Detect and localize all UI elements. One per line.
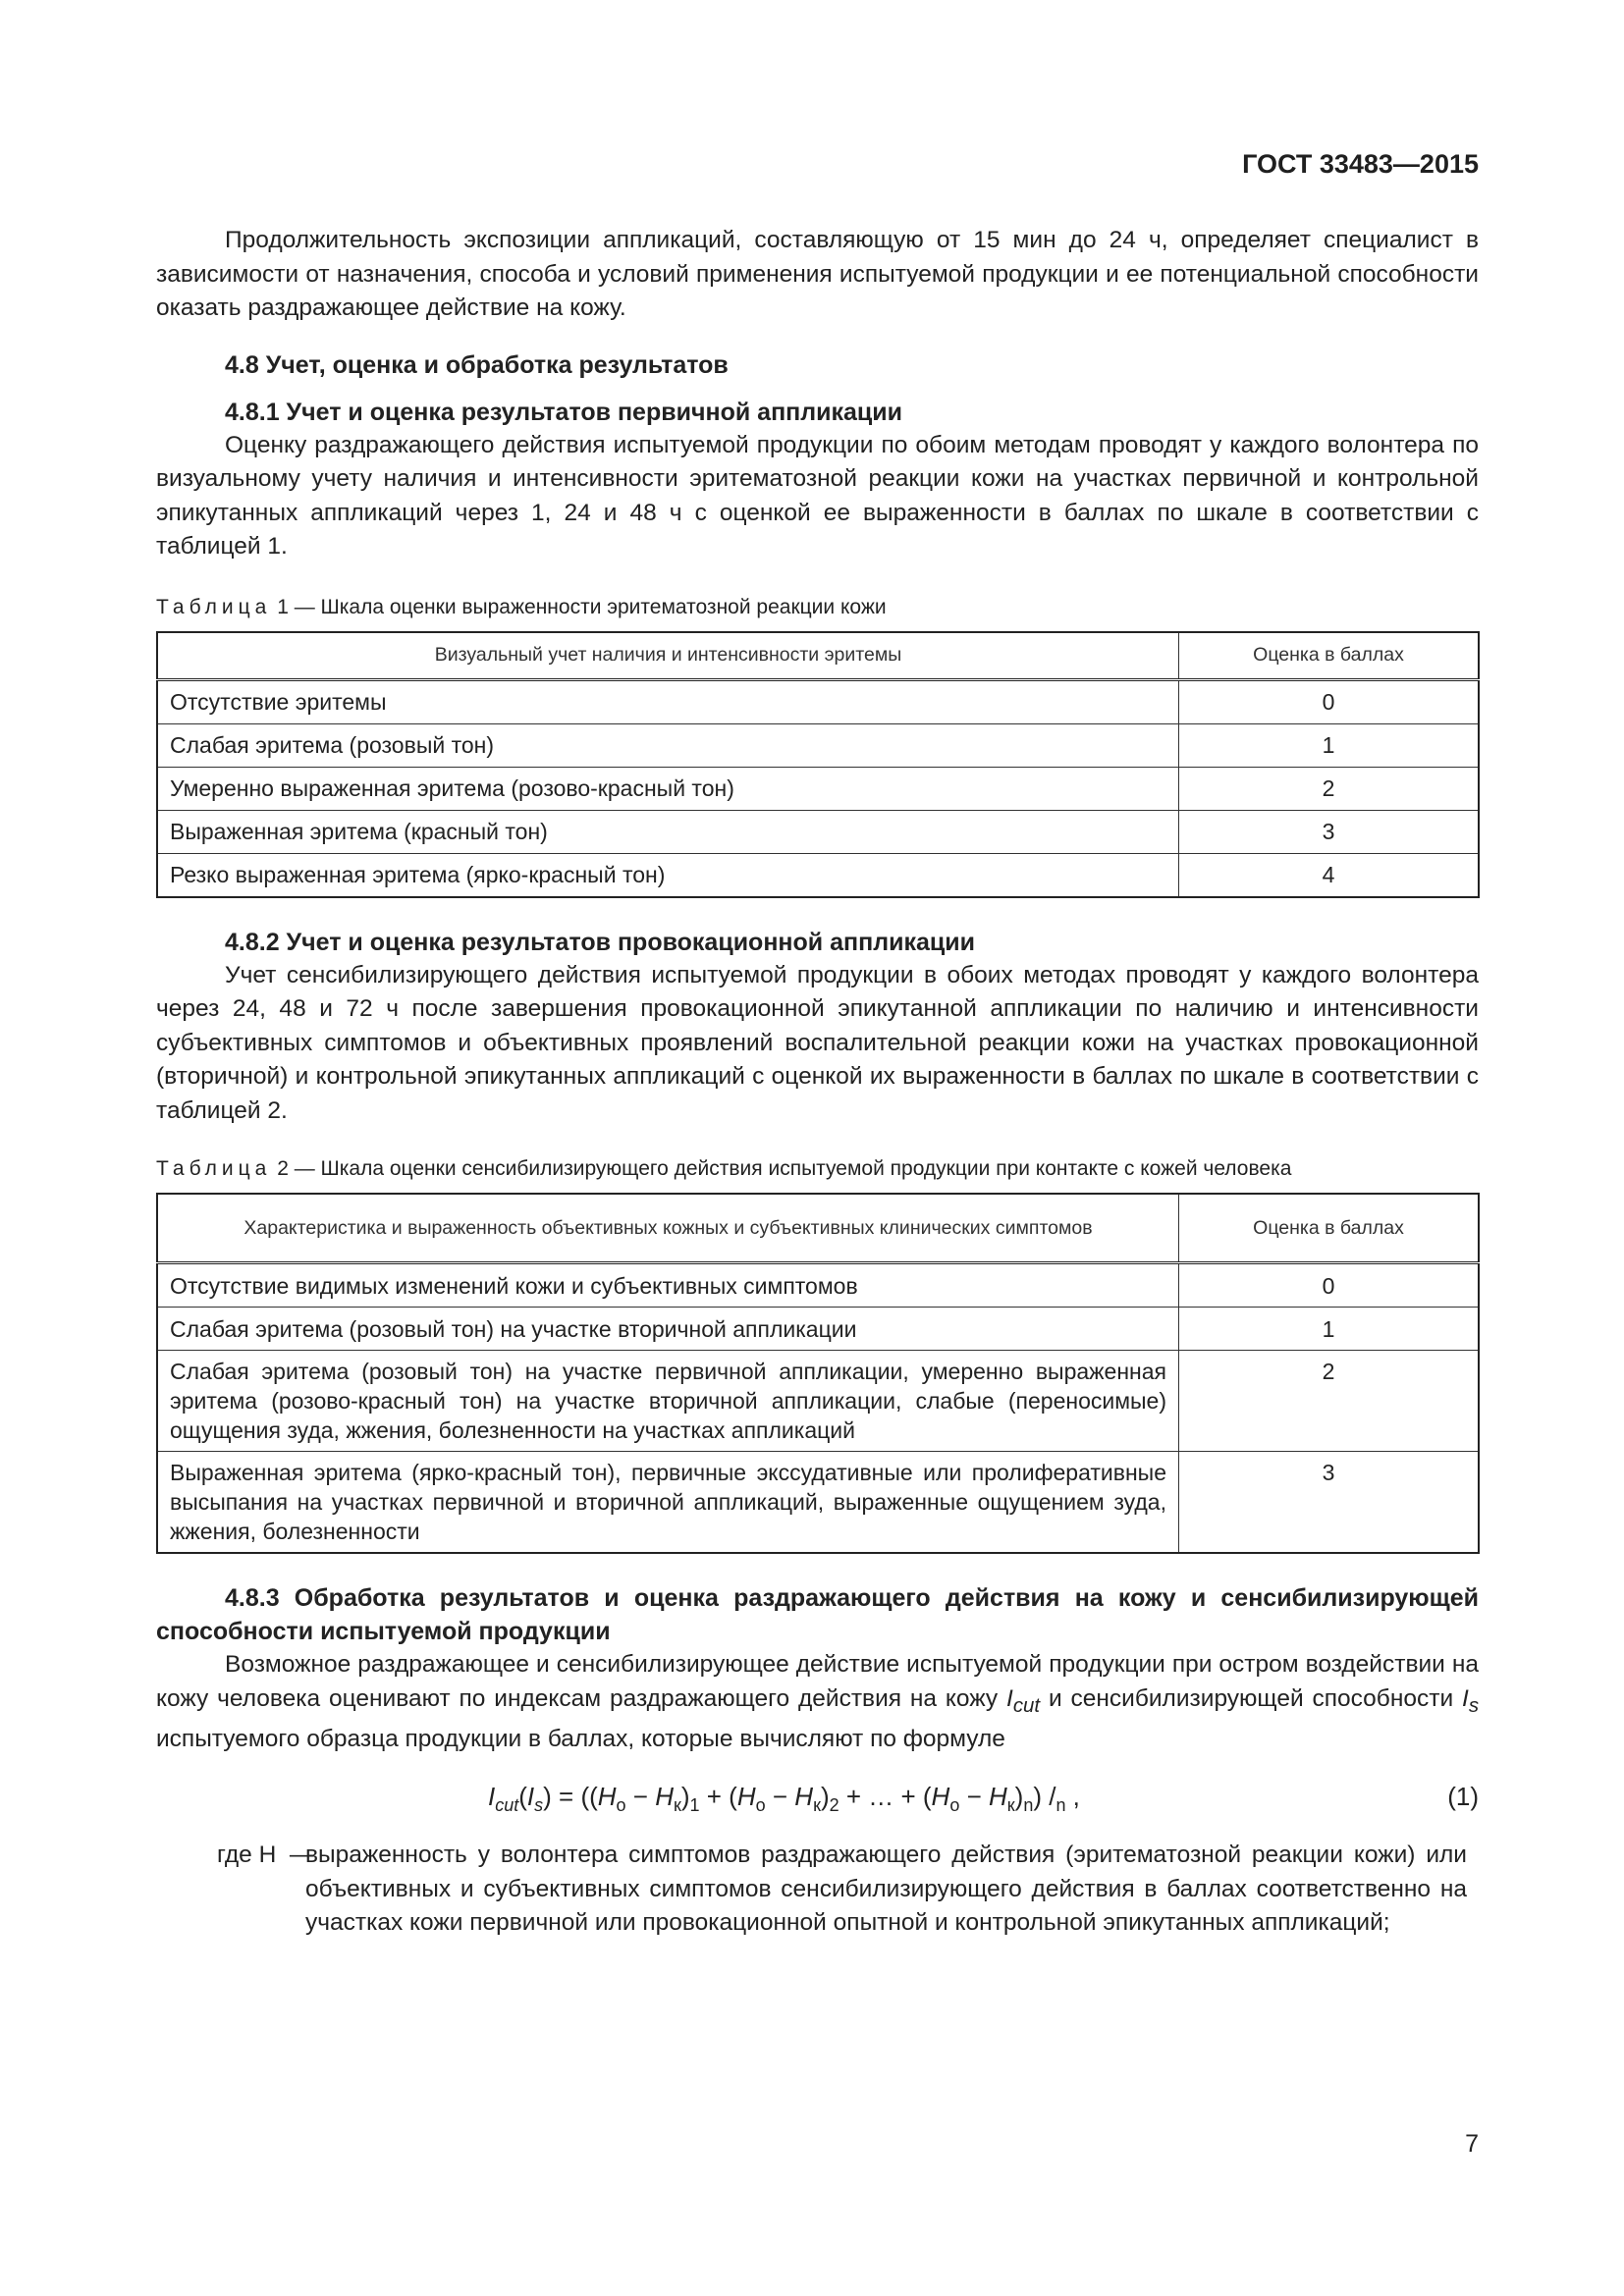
row-score: 2 bbox=[1179, 1351, 1480, 1452]
table-row bbox=[157, 1452, 1479, 1554]
row-score: 3 bbox=[1179, 810, 1480, 853]
section-4-8-1-text: Оценку раздражающего действия испытуемой продукции по обоим методам проводят у каждого волонтера по визуальному учету наличия и интенсивности эритематозной реакции кожи на участках первичной и контрольной эпикутанных аппликаций через 1, 24 и 48 ч с оценкой ее выраженности в баллах по шкале в соответствии с таблицей 1. bbox=[156, 431, 1479, 560]
row-description: Слабая эритема (розовый тон) bbox=[157, 723, 1179, 767]
section-4-8-2-text: Учет сенсибилизирующего действия испытуемой продукции в обоих методах проводят у каждого волонтера через 24, 48 и 72 ч после завершения провокационной эпикутанной аппликации по наличию и интенсивности субъективных симптомов и объективных проявлений воспалительной реакции кожи на участках провокационной (вторичной) и контрольной эпикутанных аппликаций с оценкой их выраженности в баллах по шкале в соответствии с таблицей 2. bbox=[156, 961, 1479, 1124]
row-score: 2 bbox=[1179, 767, 1480, 810]
table-2-header-score: Оценка в баллах bbox=[1179, 1194, 1480, 1263]
section-4-8-2-heading: 4.8.2 Учет и оценка результатов провокационной аппликации bbox=[225, 928, 975, 956]
table-2 bbox=[156, 1193, 1480, 1554]
table-2-caption bbox=[156, 1155, 1479, 1183]
row-description: Выраженная эритема (ярко-красный тон), первичные экссудативные или пролиферативные высыпания на участках первичной и вторичной аппликаций, выраженные ощущением зуда, жжения, болезненности bbox=[157, 1452, 1179, 1554]
table-1-label: Таблица bbox=[156, 595, 272, 618]
table-row bbox=[157, 1351, 1479, 1452]
section-4-8-3-heading: 4.8.3 Обработка результатов и оценка раздражающего действия на кожу и сенсибилизирующей способности испытуемой продукции bbox=[156, 1584, 1479, 1645]
symbol-letter: I bbox=[1462, 1684, 1469, 1712]
table-row bbox=[157, 1308, 1479, 1351]
table-row bbox=[157, 1263, 1479, 1308]
where-term: где H — bbox=[217, 1842, 314, 1869]
text-part: Возможное раздражающее и сенсибилизирующее действие испытуемой продукции при остром воздействии на кожу человека оценивают по индексам раздражающего действия на кожу bbox=[156, 1651, 1479, 1712]
table-header-row bbox=[157, 1194, 1479, 1263]
table-2-header-description: Характеристика и выраженность объективных кожных и субъективных клинических симптомов bbox=[157, 1194, 1179, 1263]
symbol-icut bbox=[1006, 1684, 1041, 1717]
page-number: 7 bbox=[1465, 2130, 1479, 2158]
formula-number: (1) bbox=[1447, 1782, 1479, 1812]
row-score: 3 bbox=[1179, 1452, 1480, 1554]
where-definition: выраженность у волонтера симптомов раздражающего действия (эритематозной реакции кожи) или объективных и субъективных симптомов сенсибилизирующего действия в баллах соответственно на участках кожи первичной или провокационной опытной и контрольной эпикутанных аппликаций; bbox=[305, 1842, 1467, 1937]
table-1-header-description: Визуальный учет наличия и интенсивности эритемы bbox=[157, 632, 1179, 680]
table-1-caption bbox=[156, 594, 1479, 621]
table-row bbox=[157, 853, 1479, 897]
formula-expression: $I_{cut}(I_s) = ((H_о - H_к)_1 + (H_о - H_к)_2$ + … + $(H_о - H_к)_n$) $/_n$ , bbox=[488, 1782, 1080, 1816]
table-1-title: 1 — Шкала оценки выраженности эритематозной реакции кожи bbox=[277, 595, 887, 618]
page-body bbox=[156, 224, 1479, 1941]
table-row bbox=[157, 767, 1479, 810]
symbol-is bbox=[1462, 1684, 1480, 1717]
row-description: Резко выраженная эритема (ярко-красный тон) bbox=[157, 853, 1179, 897]
document-code: ГОСТ 33483—2015 bbox=[1242, 149, 1479, 179]
symbol-subscript: cut bbox=[1012, 1694, 1041, 1717]
row-score: 0 bbox=[1179, 1263, 1480, 1308]
row-description: Выраженная эритема (красный тон) bbox=[157, 810, 1179, 853]
row-score: 1 bbox=[1179, 1308, 1480, 1351]
row-score: 4 bbox=[1179, 853, 1480, 897]
table-1 bbox=[156, 631, 1480, 898]
table-row bbox=[157, 679, 1479, 723]
section-4-8-3-text bbox=[156, 1648, 1479, 1756]
row-description: Умеренно выраженная эритема (розово-красный тон) bbox=[157, 767, 1179, 810]
text-part: испытуемого образца продукции в баллах, которые вычисляют по формуле bbox=[156, 1725, 1005, 1752]
table-2-title: 2 — Шкала оценки сенсибилизирующего действия испытуемой продукции при контакте с кожей человека bbox=[277, 1157, 1292, 1180]
table-header-row bbox=[157, 632, 1479, 680]
section-4-8-1-heading: 4.8.1 Учет и оценка результатов первичной аппликации bbox=[225, 398, 903, 426]
row-score: 0 bbox=[1179, 679, 1480, 723]
row-score: 1 bbox=[1179, 723, 1480, 767]
where-clause bbox=[156, 1839, 1479, 1941]
table-row bbox=[157, 723, 1479, 767]
symbol-subscript: s bbox=[1468, 1694, 1480, 1717]
symbol-letter: I bbox=[1006, 1684, 1013, 1712]
section-4-8-heading: 4.8 Учет, оценка и обработка результатов bbox=[225, 350, 729, 379]
row-description: Слабая эритема (розовый тон) на участке первичной аппликации, умеренно выраженная эритема (розово-красный тон) на участке вторичной аппликации, слабые (переносимые) ощущения зуда, жжения, болезненности на участках аппликаций bbox=[157, 1351, 1179, 1452]
row-description: Отсутствие видимых изменений кожи и субъективных симптомов bbox=[157, 1263, 1179, 1308]
table-2-label: Таблица bbox=[156, 1157, 272, 1180]
table-1-header-score: Оценка в баллах bbox=[1179, 632, 1480, 680]
text-part: и сенсибилизирующей способности bbox=[1048, 1684, 1454, 1712]
intro-paragraph: Продолжительность экспозиции аппликаций, составляющую от 15 мин до 24 ч, определяет специалист в зависимости от назначения, способа и условий применения испытуемой продукции и ее потенциальной способности оказать раздражающее действие на кожу. bbox=[156, 227, 1479, 321]
row-description: Слабая эритема (розовый тон) на участке вторичной аппликации bbox=[157, 1308, 1179, 1351]
row-description: Отсутствие эритемы bbox=[157, 679, 1179, 723]
formula-1 bbox=[156, 1768, 1479, 1829]
table-row bbox=[157, 810, 1479, 853]
